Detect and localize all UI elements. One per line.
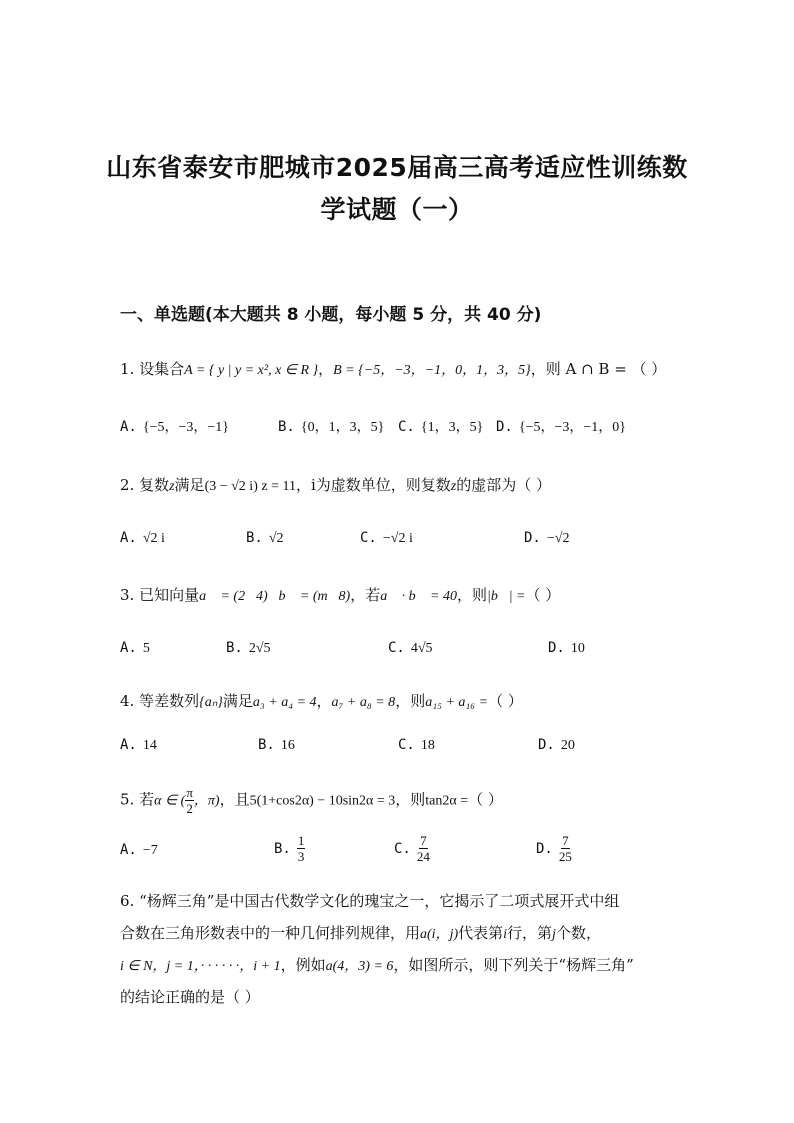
question-2-tail: 的虚部为（ ） [456,476,551,494]
question-4-option-b: B. 16 [258,737,295,753]
question-4-mid3: ，则 [395,692,426,710]
question-5-expr2: 5(1+cos2α) − 10sin2α = 3 [249,793,396,809]
question-6-line-1: 6. “杨辉三角”是中国古代数学文化的瑰宝之一，它揭示了二项式展开式中组 [120,892,620,910]
question-4-option-d: D. 20 [538,737,575,753]
question-1-tail: ，则 A ∩ B = （ ） [530,360,667,378]
question-6-line-2: 合数在三角形数表中的一种几何排列规律，用a(i，j)代表第i行，第j个数， [120,924,601,942]
question-3-expr: a⃗ = (2，4)，b⃗ = (m，8) [199,589,351,604]
question-4-expr2: a₃ + a₄ = 4 [252,695,317,710]
question-2-option-b: B. √2 [246,530,284,546]
question-4-option-c: C. 18 [398,737,435,753]
question-3-option-d: D. 10 [548,640,585,656]
question-3-stem [120,584,560,605]
question-2-option-c: C. −√2 i [360,530,413,546]
question-2-expr: (3 − √2 i) z = 11 [204,479,296,494]
question-3-mid: ，若 [350,586,381,604]
question-3-option-a: A. 5 [120,640,150,656]
question-4-prefix: 4. 等差数列 [120,692,200,710]
question-1-option-a: A. {−5，−3，−1} [120,419,229,435]
question-4-expr3: a₇ + a₈ = 8 [331,695,396,710]
question-4-stem [120,690,523,711]
question-2-stem [120,474,551,495]
question-5-expr3: tan2α = [425,793,469,809]
question-1-prefix: 1. 设集合 [120,360,185,378]
question-6-line-3: i ∈ N，j = 1，· · · · · ·，i + 1，例如a(4，3) = 6，如图所示，则下列关于“杨辉三角” [120,956,634,974]
question-5-option-c: C. $\frac{7}{24}$ [394,833,430,864]
question-5-option-b: B. $\frac{1}{3}$ [274,833,305,864]
question-1-set-a: A = { y | y = x², x ∈ R } [184,363,319,378]
question-1-set-b: B = {−5，−3，−1，0，1，3，5} [333,363,531,378]
question-2-option-d: D. −√2 [524,530,570,546]
question-5-expr-pre: α ∈ ( [154,793,186,809]
question-2-prefix: 2. 复数 [120,476,170,494]
question-5-stem [120,786,503,815]
section-heading: 一、单选题(本大题共 8 小题，每小题 5 分，共 40 分) [120,305,542,325]
question-3-prefix: 3. 已知向量 [120,586,200,604]
question-4-mid: 满足 [222,692,253,710]
question-3-option-c: C. 4√5 [388,640,433,656]
question-3-tail: （ ） [525,586,561,604]
question-1-option-c: C. {1，3，5} [398,419,484,435]
question-5-tail: （ ） [468,790,503,809]
question-4-expr4: a₁₅ + a₁₆ = [425,695,489,710]
question-3-expr2: a⃗ · b⃗ = 40 [380,589,457,604]
question-6-line-4: 的结论正确的是（ ） [120,988,260,1006]
question-5-mid: ，且 [219,790,250,809]
question-5-prefix: 5. 若 [120,790,155,809]
question-4-option-a: A. 14 [120,737,157,753]
question-4-tail: （ ） [488,692,523,710]
question-1-option-d: D. {−5，−3，−1，0} [496,419,626,435]
question-2-mid1: 满足 [174,476,205,494]
question-5-pi-over-2: $\frac{\pi}{2}$ [186,785,193,816]
question-5-mid2: ，则 [395,790,426,809]
question-2-var-z: z [169,479,175,494]
question-5-option-d: D. $\frac{7}{25}$ [536,833,572,864]
page-title-line-2: 学试题（一） [320,195,474,224]
question-3-option-b: B. 2√5 [226,640,271,656]
question-5-option-a: A. −7 [120,842,158,858]
question-1-stem [120,358,666,379]
page-title-line-1: 山东省泰安市肥城市2025届高三高考适应性训练数 [106,153,688,182]
question-2-mid2: ，i为虚数单位，则复数 [295,476,451,494]
question-3-mid2: ，则 [456,586,487,604]
question-3-expr3: |b⃗| = [486,589,526,604]
question-1-sep: ， [318,360,334,378]
question-4-expr: {aₙ} [199,695,223,710]
question-2-var-z2: z [450,479,457,494]
question-4-mid2: ， [316,692,332,710]
question-1-option-b: B. {0，1，3，5} [278,419,385,435]
question-5-expr-post: ，π) [193,793,220,809]
question-2-option-a: A. √2 i [120,530,165,546]
